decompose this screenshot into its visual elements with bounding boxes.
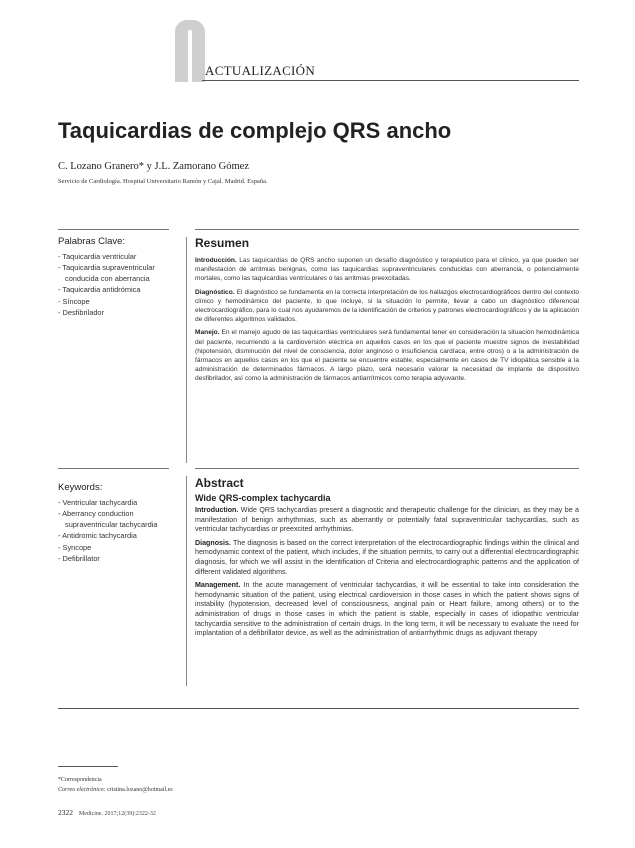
resumen-heading: Resumen (195, 236, 250, 250)
paragraph-label: Diagnóstico. (195, 288, 235, 296)
abstract-heading: Abstract (195, 476, 244, 490)
page-number: 2322 (58, 808, 73, 817)
article-affiliation: Servicio de Cardiología. Hospital Universitario Ramón y Cajal. Madrid. España. (58, 178, 268, 185)
abstract-paragraph-management (195, 581, 579, 639)
abstract-paragraph-diagnosis (195, 539, 579, 577)
keyword-es-item: - Síncope (58, 296, 90, 306)
abstract-rule (195, 468, 579, 469)
section-bottom-rule (58, 708, 579, 709)
keywords-es (58, 236, 178, 319)
keywords-en-rule (58, 468, 169, 469)
paragraph-text: Wide QRS tachycardias present a diagnostic and therapeutic challenge for the clinician, as they may be a manifestation of benign arrhythmias, such as aberrantly or potentially fatal supraventricular tachycardias, such as ventricular tachycardias or preexcited arrhythmias. (195, 506, 579, 534)
footnote-email-line (58, 785, 173, 795)
paragraph-text: El diagnóstico se fundamenta en la correcta interpretación de los hallazgos electrocardiográficos dentro del contexto clínico y hemodinámico del paciente, lo que incluye, si la situación lo permite, llevar a cabo un diagnóstico diferencial electrocardiográfico, para lo cual nos ayudaremos de la identificación de criterios y patrones electrocardiográficos y de la aplicación de diferentes algoritmos validados. (195, 288, 579, 324)
resumen-rule (195, 229, 579, 230)
paragraph-text: En el manejo agudo de las taquicardias ventriculares será fundamental tener en consideración la situación hemodinámica del paciente, recurriendo a la cardioversión eléctrica en aquellos casos en los que el paciente muestre signos de inestabilidad (hipotensión, disminución del nivel de consciencia, dolor anginoso o insuficiencia cardíaca, entre otros) o a la administración de fármacos en aquellos casos en los que el paciente se encuentre estable, especialmente en casos de TV idiopática sensible a la administración de determinados fármacos. A largo plazo, será necesario valorar la necesidad de implante de dispositivo desfibrilador, así como la administración de fármacos antiarrítmicos como terapia adyuvante. (195, 329, 579, 383)
keywords-es-list (58, 252, 178, 318)
keywords-es-rule (58, 229, 169, 230)
keywords-en-heading: Keywords: (58, 482, 103, 493)
resumen-paragraph-management (195, 328, 579, 383)
keyword-en-item: - Syncope (58, 542, 92, 552)
keyword-en-item: - Ventricular tachycardia (58, 498, 138, 507)
header-rule (202, 80, 579, 81)
paragraph-label: Management. (195, 581, 241, 590)
resumen-divider (186, 237, 187, 463)
abstract-paragraph-intro (195, 506, 579, 535)
journal-logo-gap (188, 30, 192, 82)
paragraph-label: Diagnosis. (195, 538, 231, 547)
footnote-email-label: Correo electrónico: (58, 787, 106, 793)
keyword-es-item: - Taquicardia ventricular (58, 252, 137, 261)
keyword-es-item: - Taquicardia antidrómica (58, 285, 141, 295)
keyword-en-item: - Aberrancy conduction supraventricular tachycardia (58, 509, 158, 529)
paragraph-label: Introduction. (195, 506, 239, 514)
footnote (58, 775, 173, 795)
paragraph-text: The diagnosis is based on the correct interpretation of the electrocardiographic findings within the clinical and hemodynamic context of the patient, which includes, if the situation permits, to carry out a differential electrocardiographic diagnosis, for which we will assist in the identification of Criteria and electrocardiographic patterns and the application of different validated algorithms. (195, 538, 579, 576)
article-authors: C. Lozano Granero* y J.L. Zamorano Gómez (58, 161, 249, 172)
abstract-section (195, 476, 579, 643)
resumen-paragraph-intro (195, 256, 579, 284)
keywords-en-list (58, 498, 178, 564)
keyword-es-item: - Desfibrilador (58, 308, 105, 318)
keyword-en-item: - Defibrillator (58, 554, 100, 564)
article-title: Taquicardias de complejo QRS ancho (58, 118, 452, 143)
abstract-divider (186, 476, 187, 686)
paragraph-label: Introducción. (195, 257, 237, 264)
paragraph-text: Las taquicardias de QRS ancho suponen un desafío diagnóstico y terapéutico para el clínico, ya que pueden ser manifestación de arritmias benignas, como las taquicardias supraventriculares conducidas con aberrancia, o potencialmente mortales, como las taquicardias ventriculares o las arritmias preexcitadas. (195, 257, 579, 283)
journal-citation: Medicine. 2017;12(39):2322-32 (78, 811, 156, 817)
keywords-es-heading: Palabras Clave: (58, 236, 126, 247)
resumen-paragraph-diagnosis (195, 288, 579, 325)
paragraph-label: Manejo. (195, 329, 220, 337)
keyword-es-item: - Taquicardia supraventricular conducida con aberrancia (58, 263, 155, 283)
footnote-correspondence: *Correspondencia (58, 777, 102, 783)
section-tag: ACTUALIZACIÓN (205, 63, 316, 78)
page-footer (58, 808, 156, 817)
resumen-section (195, 236, 579, 388)
footnote-email: cristina.lozano@hotmail.es (107, 787, 173, 793)
keyword-en-item: - Antidromic tachycardia (58, 531, 137, 541)
footnote-rule (58, 766, 118, 767)
abstract-subtitle: Wide QRS-complex tachycardia (195, 493, 331, 503)
keywords-en (58, 482, 178, 565)
paragraph-text: In the acute management of ventricular tachycardias, it will be essential to take into consideration the hemodynamic situation of the patient, using electrical cardioversion in those cases in which the patient shows signs of instability (hypotension, decreased level of consciousness, anginal pain or Heart failure, among others) or to the administration of drugs in those cases in which the patient is stable, especially in cases of idiopathic ventricular tachycardia sensitive to the administration of certain drugs. In the long term, it will be necessary to evaluate the need for implantation of a defibrillator device, as well as the administration of antiarrhythmic drugs as adjuvant therapy (195, 581, 579, 638)
